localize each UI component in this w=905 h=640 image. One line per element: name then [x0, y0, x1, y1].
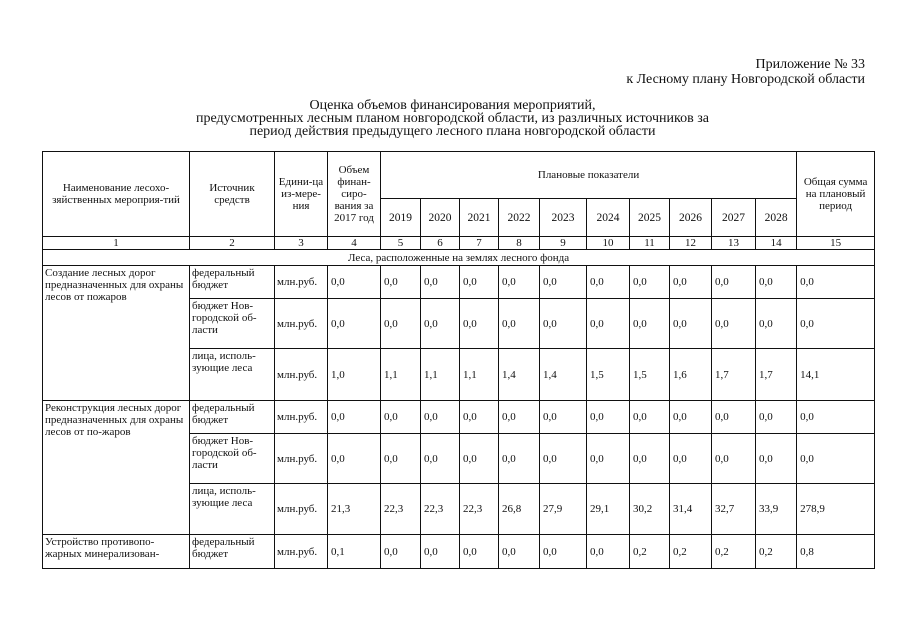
funding-source: федеральный бюджет — [190, 401, 275, 434]
column-number: 5 — [381, 237, 421, 250]
year-value-cell: 0,0 — [670, 266, 712, 299]
year-value-cell: 32,7 — [712, 484, 756, 535]
year-value-cell: 22,3 — [381, 484, 421, 535]
year-header: 2025 — [630, 199, 670, 237]
column-number: 3 — [275, 237, 328, 250]
header-row — [43, 152, 875, 199]
year-value-cell: 0,0 — [460, 434, 499, 484]
total-cell: 0,0 — [797, 299, 875, 349]
measure-name: Устройство противопо-жарных минерализован- — [43, 535, 190, 569]
year-value-cell: 1,6 — [670, 349, 712, 401]
header-total: Общая сумма на плановый период — [797, 152, 875, 237]
measure-name: Создание лесных дорог предназначенных для охраны лесов от пожаров — [43, 266, 190, 401]
year-header: 2028 — [756, 199, 797, 237]
column-number: 14 — [756, 237, 797, 250]
year-value-cell: 0,0 — [630, 401, 670, 434]
unit-cell: млн.руб. — [275, 299, 328, 349]
year-value-cell: 0,0 — [540, 266, 587, 299]
volume-2017-cell: 0,0 — [328, 401, 381, 434]
funding-source: бюджет Нов-городской об-ласти — [190, 299, 275, 349]
year-value-cell: 0,0 — [712, 434, 756, 484]
volume-2017-cell: 0,0 — [328, 434, 381, 484]
unit-cell: млн.руб. — [275, 401, 328, 434]
year-value-cell: 0,0 — [460, 266, 499, 299]
year-value-cell: 0,0 — [381, 266, 421, 299]
header-volume-2017: Объем финан-сиро-вания за 2017 год — [328, 152, 381, 237]
year-value-cell: 0,0 — [587, 299, 630, 349]
year-value-cell: 1,7 — [756, 349, 797, 401]
year-value-cell: 26,8 — [499, 484, 540, 535]
column-number: 11 — [630, 237, 670, 250]
year-value-cell: 0,2 — [712, 535, 756, 569]
year-value-cell: 0,2 — [756, 535, 797, 569]
year-value-cell: 0,0 — [460, 401, 499, 434]
year-value-cell: 0,0 — [381, 401, 421, 434]
year-value-cell: 0,0 — [421, 401, 460, 434]
year-value-cell: 29,1 — [587, 484, 630, 535]
volume-2017-cell: 0,1 — [328, 535, 381, 569]
year-value-cell: 1,1 — [421, 349, 460, 401]
appendix-note — [626, 57, 865, 87]
year-value-cell: 0,0 — [756, 434, 797, 484]
year-value-cell: 1,5 — [587, 349, 630, 401]
year-value-cell: 0,2 — [630, 535, 670, 569]
funding-source: лица, исполь-зующие леса — [190, 484, 275, 535]
volume-2017-cell: 0,0 — [328, 299, 381, 349]
volume-2017-cell: 0,0 — [328, 266, 381, 299]
year-value-cell: 0,0 — [756, 299, 797, 349]
year-value-cell: 30,2 — [630, 484, 670, 535]
year-value-cell: 1,1 — [381, 349, 421, 401]
column-number: 2 — [190, 237, 275, 250]
year-value-cell: 0,0 — [630, 434, 670, 484]
funding-source: лица, исполь-зующие леса — [190, 349, 275, 401]
year-value-cell: 0,0 — [712, 299, 756, 349]
unit-cell: млн.руб. — [275, 484, 328, 535]
year-value-cell: 1,4 — [499, 349, 540, 401]
year-value-cell: 0,0 — [499, 401, 540, 434]
section-row — [43, 250, 875, 266]
year-value-cell: 0,0 — [421, 434, 460, 484]
year-value-cell: 0,0 — [756, 266, 797, 299]
header-planned: Плановые показатели — [381, 152, 797, 199]
year-value-cell: 0,0 — [421, 535, 460, 569]
year-value-cell: 0,0 — [630, 266, 670, 299]
financing-table — [42, 151, 875, 569]
year-header: 2021 — [460, 199, 499, 237]
column-numbers-row — [43, 237, 875, 250]
year-value-cell: 27,9 — [540, 484, 587, 535]
section-title: Леса, расположенные на землях лесного фонда — [43, 250, 875, 266]
year-value-cell: 31,4 — [670, 484, 712, 535]
year-header: 2022 — [499, 199, 540, 237]
year-value-cell: 0,0 — [421, 266, 460, 299]
document-title — [0, 99, 905, 138]
year-value-cell: 0,0 — [587, 535, 630, 569]
year-header: 2019 — [381, 199, 421, 237]
year-value-cell: 0,0 — [381, 299, 421, 349]
unit-cell: млн.руб. — [275, 434, 328, 484]
column-number: 7 — [460, 237, 499, 250]
year-value-cell: 22,3 — [460, 484, 499, 535]
column-number: 9 — [540, 237, 587, 250]
year-header: 2024 — [587, 199, 630, 237]
title-line-2: предусмотренных лесным планом новгородской области, из различных источников за — [196, 111, 709, 126]
year-value-cell: 0,0 — [587, 266, 630, 299]
year-header: 2020 — [421, 199, 460, 237]
column-number: 10 — [587, 237, 630, 250]
total-cell: 0,8 — [797, 535, 875, 569]
volume-2017-cell: 21,3 — [328, 484, 381, 535]
title-line-1: Оценка объемов финансирования мероприятий, — [309, 98, 596, 113]
column-number: 13 — [712, 237, 756, 250]
measure-name: Реконструкция лесных дорог предназначенных для охраны лесов от по-жаров — [43, 401, 190, 535]
year-value-cell: 0,0 — [756, 401, 797, 434]
appendix-reference: к Лесному плану Новгородской области — [626, 72, 865, 87]
table-row — [43, 266, 875, 299]
column-number: 12 — [670, 237, 712, 250]
year-value-cell: 0,0 — [630, 299, 670, 349]
year-value-cell: 0,0 — [712, 401, 756, 434]
unit-cell: млн.руб. — [275, 349, 328, 401]
funding-source: федеральный бюджет — [190, 266, 275, 299]
year-header: 2023 — [540, 199, 587, 237]
total-cell: 278,9 — [797, 484, 875, 535]
year-value-cell: 1,5 — [630, 349, 670, 401]
header-source: Источник средств — [190, 152, 275, 237]
header-unit: Едини-ца из-мере-ния — [275, 152, 328, 237]
unit-cell: млн.руб. — [275, 535, 328, 569]
appendix-number: Приложение № 33 — [755, 57, 865, 72]
year-value-cell: 0,0 — [587, 434, 630, 484]
column-number: 8 — [499, 237, 540, 250]
year-value-cell: 0,0 — [670, 434, 712, 484]
year-value-cell: 33,9 — [756, 484, 797, 535]
year-header: 2027 — [712, 199, 756, 237]
funding-source: федеральный бюджет — [190, 535, 275, 569]
year-value-cell: 0,0 — [712, 266, 756, 299]
column-number: 1 — [43, 237, 190, 250]
year-value-cell: 0,0 — [499, 434, 540, 484]
year-header: 2026 — [670, 199, 712, 237]
total-cell: 0,0 — [797, 266, 875, 299]
column-number: 6 — [421, 237, 460, 250]
header-name: Наименование лесохо-зяйственных мероприя-тий — [43, 152, 190, 237]
year-value-cell: 1,1 — [460, 349, 499, 401]
year-value-cell: 0,0 — [499, 535, 540, 569]
year-value-cell: 0,0 — [421, 299, 460, 349]
column-number: 15 — [797, 237, 875, 250]
year-value-cell: 0,0 — [587, 401, 630, 434]
total-cell: 0,0 — [797, 401, 875, 434]
year-value-cell: 0,0 — [499, 266, 540, 299]
year-value-cell: 0,0 — [499, 299, 540, 349]
volume-2017-cell: 1,0 — [328, 349, 381, 401]
total-cell: 14,1 — [797, 349, 875, 401]
year-value-cell: 0,0 — [460, 535, 499, 569]
table-row — [43, 535, 875, 569]
year-value-cell: 0,0 — [670, 299, 712, 349]
year-value-cell: 1,4 — [540, 349, 587, 401]
year-value-cell: 1,7 — [712, 349, 756, 401]
year-value-cell: 0,0 — [670, 401, 712, 434]
funding-source: бюджет Нов-городской об-ласти — [190, 434, 275, 484]
year-value-cell: 0,0 — [540, 299, 587, 349]
year-value-cell: 0,0 — [540, 535, 587, 569]
table-row — [43, 401, 875, 434]
title-line-3: период действия предыдущего лесного плана новгородской области — [249, 124, 656, 139]
year-value-cell: 22,3 — [421, 484, 460, 535]
year-value-cell: 0,0 — [381, 434, 421, 484]
year-value-cell: 0,2 — [670, 535, 712, 569]
year-value-cell: 0,0 — [540, 434, 587, 484]
year-value-cell: 0,0 — [381, 535, 421, 569]
total-cell: 0,0 — [797, 434, 875, 484]
year-value-cell: 0,0 — [540, 401, 587, 434]
column-number: 4 — [328, 237, 381, 250]
year-value-cell: 0,0 — [460, 299, 499, 349]
unit-cell: млн.руб. — [275, 266, 328, 299]
